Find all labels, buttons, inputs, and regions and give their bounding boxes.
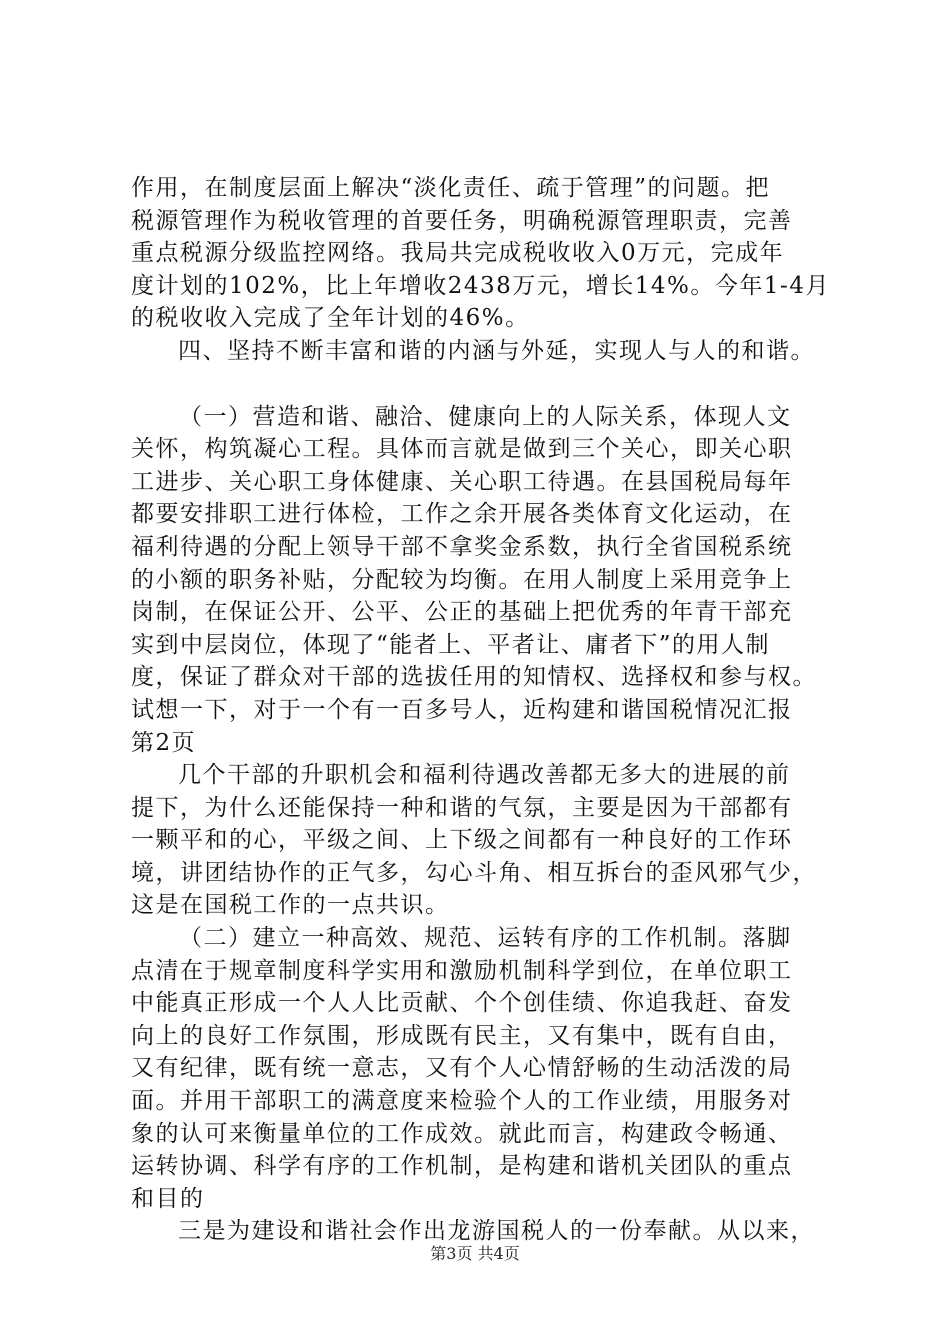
text-line: 岗制，在保证公开、公平、公正的基础上把优秀的年青干部充 [131,599,793,626]
text-line: 面。并用干部职工的满意度来检验个人的工作业绩，用服务对 [131,1088,793,1115]
text-line: （二）建立一种高效、规范、运转有序的工作机制。落脚 [179,925,792,952]
text-line: 实到中层岗位，体现了“能者上、平者让、庸者下”的用人制 [131,631,771,658]
text-line: 作用，在制度层面上解决“淡化责任、疏于管理”的问题。把 [131,175,771,201]
paragraph-work-mechanism [131,922,831,1215]
text-line: 一颗平和的心，平级之间、上下级之间都有一种良好的工作环 [131,827,793,854]
text-line: 度，保证了群众对干部的选拔任用的知情权、选择权和参与权。 [131,664,817,691]
text-line: 中能真正形成一个人人比贡献、个个创佳绩、你追我赶、奋发 [131,990,793,1017]
text-line: 境，讲团结协作的正气多，勾心斗角、相互拆台的歪风邪气少， [131,859,817,886]
text-line: 关怀，构筑凝心工程。具体而言就是做到三个关心，即关心职 [131,436,793,463]
section-heading-4: 四、坚持不断丰富和谐的内涵与外延，实现人与人的和谐。 [178,337,815,364]
text-line: 的税收收入完成了全年计划的46%。 [131,305,530,332]
text-line: 税源管理作为税收管理的首要任务，明确税源管理职责，完善 [131,207,793,234]
paragraph-interpersonal [131,401,831,760]
text-line: 几个干部的升职机会和福利待遇改善都无多大的进展的前 [178,762,791,789]
text-line: 象的认可来衡量单位的工作成效。就此而言，构建政令畅通、 [131,1120,793,1147]
text-line: 的小额的职务补贴，分配较为均衡。在用人制度上采用竞争上 [131,566,793,593]
text-line: 和目的 [131,1185,205,1212]
paragraph-contribution: 三是为建设和谐社会作出龙游国税人的一份奉献。从以来， [178,1218,815,1245]
text-line: 工进步、关心职工身体健康、关心职工待遇。在县国税局每年 [131,468,793,495]
text-line: 都要安排职工进行体检，工作之余开展各类体育文化运动，在 [131,501,793,528]
paragraph-tax-revenue [131,172,831,335]
text-line: （一）营造和谐、融洽、健康向上的人际关系，体现人文 [179,403,792,430]
text-line: 提下，为什么还能保持一种和谐的气氛，主要是因为干部都有 [131,794,793,821]
text-line: 向上的良好工作氛围，形成既有民主，又有集中，既有自由， [131,1022,793,1049]
text-line: 又有纪律，既有统一意志，又有个人心情舒畅的生动活泼的局 [131,1055,793,1082]
text-line: 度计划的102%，比上年增收2438万元，增长14%。今年1-4月 [131,272,830,299]
text-line: 这是在国税工作的一点共识。 [131,892,450,919]
page-footer: 第3页 共4页 [430,1244,520,1263]
text-line: 试想一下，对于一个有一百多号人，近构建和谐国税情况汇报 [131,696,793,723]
text-line: 重点税源分级监控网络。我局共完成税收收入0万元，完成年 [131,240,785,267]
paragraph-harmony [131,759,831,922]
text-line: 福利待遇的分配上领导干部不拿奖金系数，执行全省国税系统 [131,533,793,560]
text-line: 点清在于规章制度科学实用和激励机制科学到位，在单位职工 [131,957,793,984]
text-line: 运转协调、科学有序的工作机制，是构建和谐机关团队的重点 [131,1153,793,1180]
blank-line [131,368,831,401]
text-line: 第2页 [131,729,197,756]
document-body [131,172,831,1248]
